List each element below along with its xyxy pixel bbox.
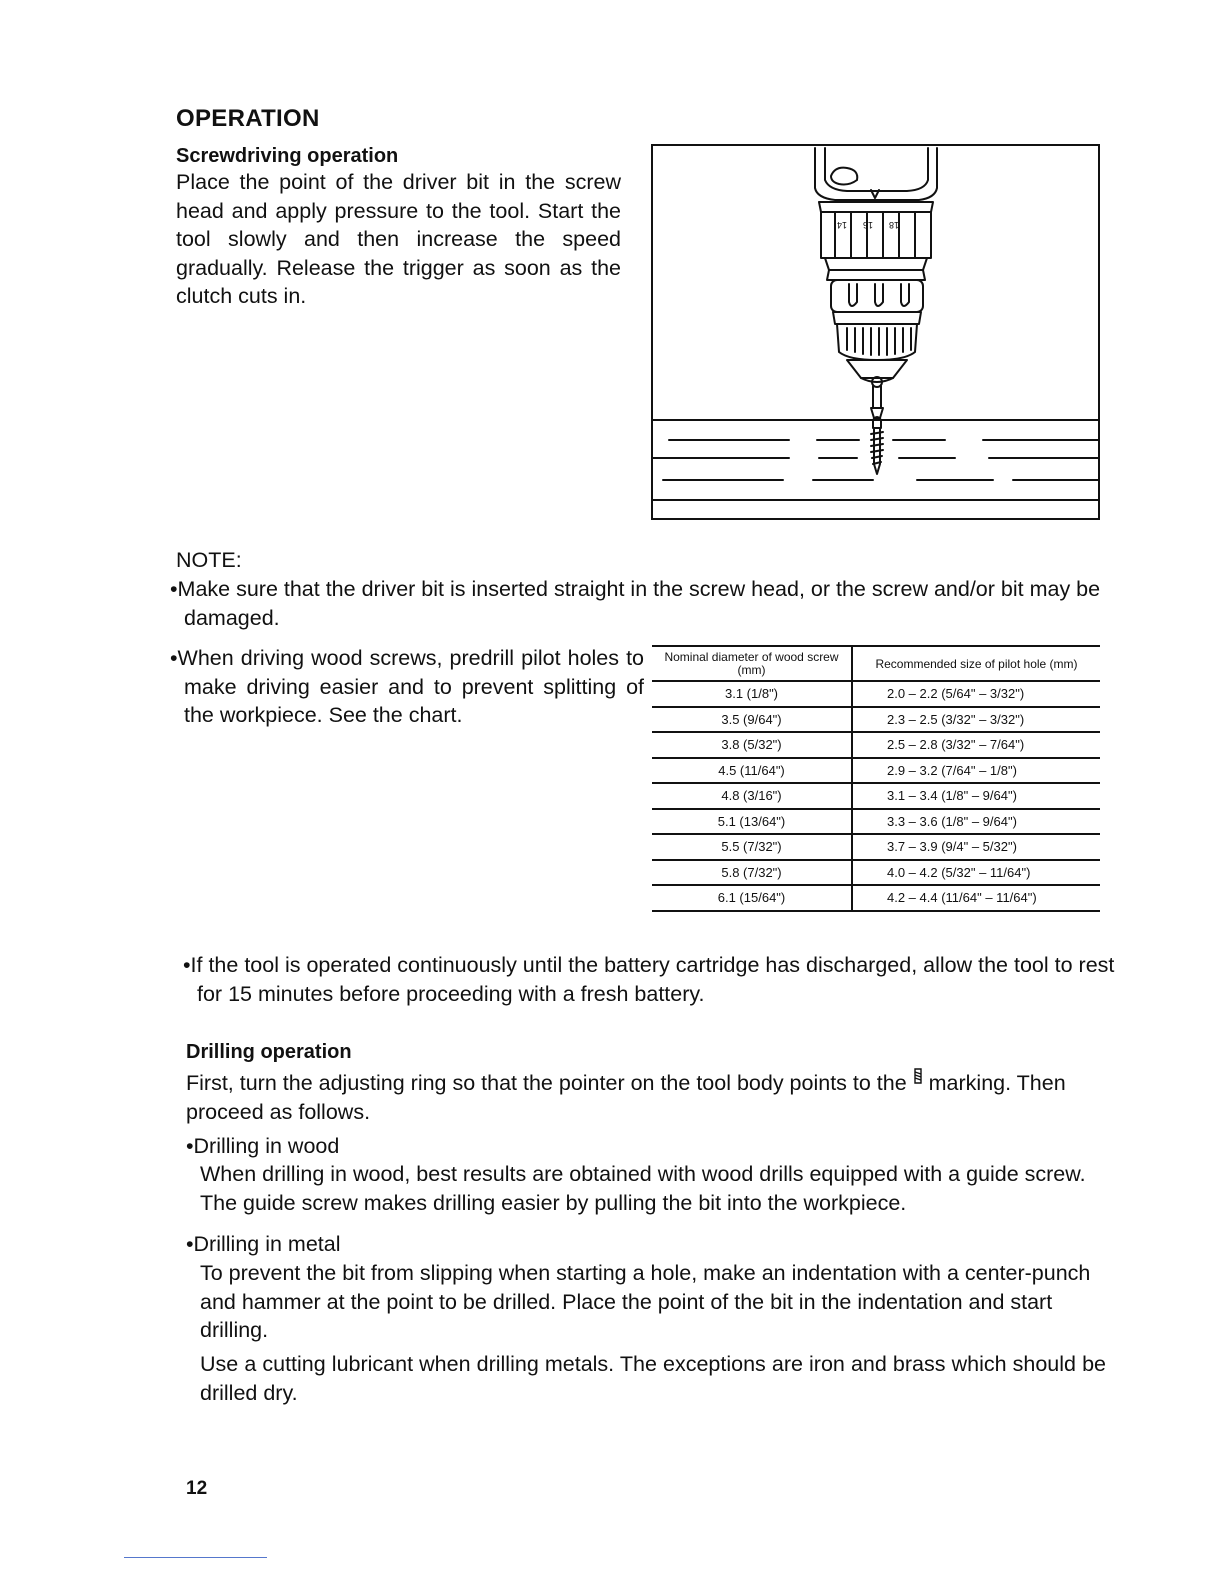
drill-bit-marking-icon bbox=[913, 1071, 923, 1088]
table-cell: 3.8 (5/32") bbox=[652, 732, 852, 758]
drilling-intro bbox=[186, 1066, 1106, 1126]
table-cell: 2.5 – 2.8 (3/32" – 7/64") bbox=[852, 732, 1100, 758]
table-row bbox=[652, 885, 1100, 911]
note-text: If the tool is operated continuously until the battery cartridge has discharged, allow the tool to rest for 15 minutes before proceeding with a fresh battery. bbox=[190, 953, 1115, 1006]
column-header-screw-diameter: Nominal diameter of wood screw (mm) bbox=[652, 646, 852, 681]
ring-number-16: 16 bbox=[862, 220, 873, 230]
table-cell: 5.5 (7/32") bbox=[652, 834, 852, 860]
table-row bbox=[652, 860, 1100, 886]
table-row bbox=[652, 783, 1100, 809]
column-header-pilot-hole: Recommended size of pilot hole (mm) bbox=[852, 646, 1100, 681]
table-header-row bbox=[652, 646, 1100, 681]
table-cell: 6.1 (15/64") bbox=[652, 885, 852, 911]
drilling-wood-text: When drilling in wood, best results are obtained with wood drills equipped with a guide screw. The guide screw makes drilling easier by pulling the bit into the workpiece. bbox=[200, 1162, 1086, 1215]
screwdriving-heading: Screwdriving operation bbox=[176, 145, 399, 167]
table-cell: 3.1 (1/8") bbox=[652, 681, 852, 707]
table-cell: 4.2 – 4.4 (11/64" – 11/64") bbox=[852, 885, 1100, 911]
table-cell: 3.5 (9/64") bbox=[652, 707, 852, 733]
drilling-metal-label bbox=[186, 1230, 341, 1259]
pilot-hole-table bbox=[652, 645, 1100, 912]
drilling-intro-text-end: marking. Then proceed as follows. bbox=[186, 1071, 1066, 1124]
note-label: NOTE: bbox=[176, 548, 242, 572]
pilot-hole-chart bbox=[652, 645, 1100, 912]
table-row bbox=[652, 681, 1100, 707]
table-cell: 3.7 – 3.9 (9/4" – 5/32") bbox=[852, 834, 1100, 860]
note-text: Make sure that the driver bit is inserted straight in the screw head, or the screw and/or bit may be damaged. bbox=[177, 577, 1101, 630]
note-text: When driving wood screws, predrill pilot holes to make driving easier and to prevent splitting of the workpiece. See the chart. bbox=[177, 646, 644, 727]
table-cell: 3.3 – 3.6 (1/8" – 9/64") bbox=[852, 809, 1100, 835]
metal-label-text: Drilling in metal bbox=[193, 1232, 341, 1256]
table-cell: 5.1 (13/64") bbox=[652, 809, 852, 835]
wood-label-text: Drilling in wood bbox=[193, 1134, 340, 1158]
table-cell: 2.9 – 3.2 (7/64" – 1/8") bbox=[852, 758, 1100, 784]
note-item-2 bbox=[170, 644, 644, 730]
table-cell: 2.0 – 2.2 (5/64" – 3/32") bbox=[852, 681, 1100, 707]
table-row bbox=[652, 834, 1100, 860]
note-item-3 bbox=[183, 951, 1122, 1008]
ring-number-18: 18 bbox=[888, 220, 899, 230]
drilling-heading: Drilling operation bbox=[186, 1041, 352, 1063]
page-number: 12 bbox=[186, 1478, 208, 1499]
drilling-wood-label bbox=[186, 1132, 339, 1161]
table-row bbox=[652, 809, 1100, 835]
footer-rule bbox=[124, 1557, 267, 1558]
ring-number-14: 14 bbox=[836, 220, 847, 230]
bullet: • bbox=[170, 646, 178, 670]
table-row bbox=[652, 707, 1100, 733]
bullet: • bbox=[170, 577, 178, 601]
screwdriving-paragraph: Place the point of the driver bit in the screw head and apply pressure to the tool. Start the tool slowly and then increase the speed gradually. Release the trigger as soon as the clutch cuts in. bbox=[176, 170, 621, 308]
note-item-1 bbox=[170, 575, 1119, 632]
drill-illustration bbox=[651, 144, 1100, 520]
bullet: • bbox=[183, 953, 191, 977]
table-row bbox=[652, 758, 1100, 784]
drilling-intro-text: First, turn the adjusting ring so that the pointer on the tool body points to the bbox=[186, 1071, 913, 1095]
table-row bbox=[652, 732, 1100, 758]
table-cell: 4.5 (11/64") bbox=[652, 758, 852, 784]
drilling-metal-text: To prevent the bit from slipping when starting a hole, make an indentation with a center-punch and hammer at the point to be drilled. Place the point of the bit in the indentation and start drilling. bbox=[200, 1261, 1091, 1342]
bullet: • bbox=[186, 1232, 194, 1256]
drilling-metal-lubricant-text: Use a cutting lubricant when drilling metals. The exceptions are iron and brass which should be drilled dry. bbox=[200, 1352, 1106, 1405]
section-title: OPERATION bbox=[176, 105, 320, 132]
table-cell: 5.8 (7/32") bbox=[652, 860, 852, 886]
table-cell: 4.0 – 4.2 (5/32" – 11/64") bbox=[852, 860, 1100, 886]
table-cell: 3.1 – 3.4 (1/8" – 9/64") bbox=[852, 783, 1100, 809]
bullet: • bbox=[186, 1134, 194, 1158]
table-cell: 4.8 (3/16") bbox=[652, 783, 852, 809]
drill-driving-screw-illustration bbox=[653, 146, 1098, 518]
table-cell: 2.3 – 2.5 (3/32" – 3/32") bbox=[852, 707, 1100, 733]
